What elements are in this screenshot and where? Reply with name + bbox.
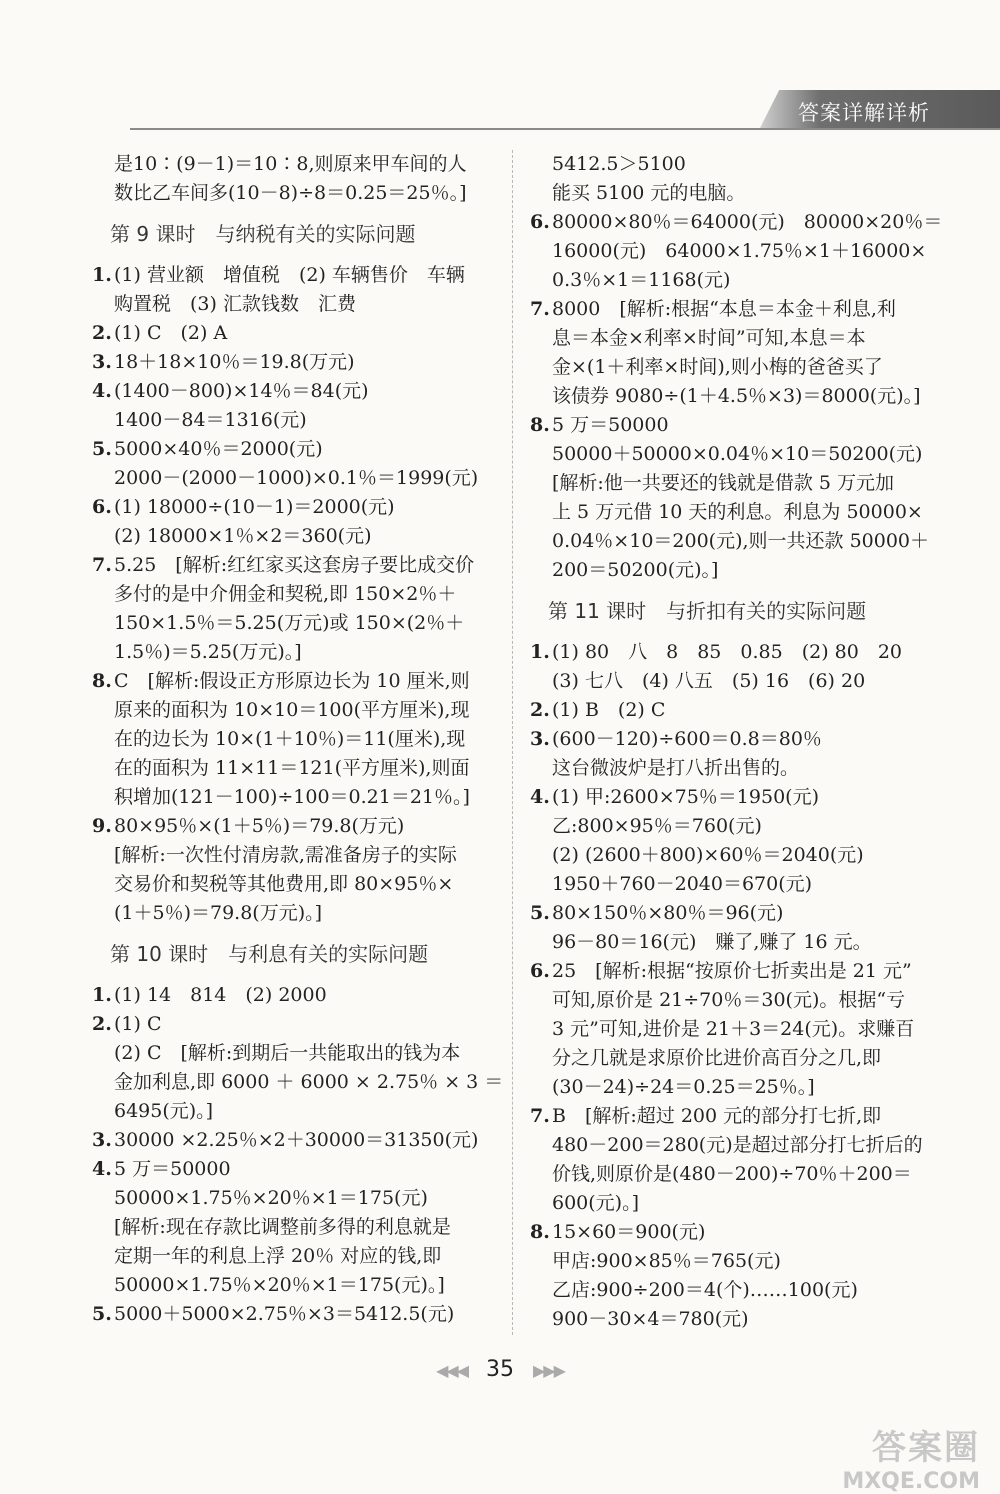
answer-item bbox=[530, 411, 934, 440]
item-text: (600－120)÷600＝0.8＝80％ bbox=[552, 728, 822, 750]
watermark-logo bbox=[842, 1420, 980, 1494]
item-text: (1) 14 814 (2) 2000 bbox=[114, 984, 327, 1006]
answer-line: 能买 5100 元的电脑。 bbox=[552, 182, 746, 204]
item-number: 6. bbox=[92, 496, 112, 518]
answer-line: 200＝50200(元)。] bbox=[552, 559, 719, 581]
answer-item bbox=[530, 696, 934, 725]
item-text: (1400－800)×14％＝84(元) bbox=[114, 380, 369, 402]
item-text: 80×150％×80％＝96(元) bbox=[552, 902, 784, 924]
item-number: 8. bbox=[530, 1221, 550, 1243]
answer-line: (3) 七八 (4) 八五 (5) 16 (6) 20 bbox=[552, 670, 866, 692]
prev-arrows-icon: ◀◀◀ bbox=[436, 1361, 467, 1380]
answer-line: [解析:现在存款比调整前多得的利息就是 bbox=[114, 1216, 451, 1238]
answer-line: 上 5 万元借 10 天的利息。利息为 50000× bbox=[552, 501, 923, 523]
answer-line: 金×(1＋利率×时间),则小梅的爸爸买了 bbox=[552, 356, 883, 378]
item-text: 5 万＝50000 bbox=[114, 1158, 231, 1180]
answer-line: 息＝本金×利率×时间”可知,本息＝本 bbox=[552, 327, 866, 349]
watermark-url: MXQE.COM bbox=[842, 1469, 980, 1494]
item-text: 5000＋5000×2.75％×3＝5412.5(元) bbox=[114, 1303, 455, 1325]
item-number: 6. bbox=[530, 960, 550, 982]
answer-item bbox=[530, 783, 934, 812]
answer-line: 乙店:900÷200＝4(个)……100(元) bbox=[552, 1279, 858, 1301]
answer-line: 在的边长为 10×(1＋10％)＝11(厘米),现 bbox=[114, 728, 466, 750]
item-number: 5. bbox=[92, 1303, 112, 1325]
answer-line: [解析:他一共要还的钱就是借款 5 万元加 bbox=[552, 472, 894, 494]
item-text: 80000×80％＝64000(元) 80000×20％＝ bbox=[552, 211, 943, 233]
answer-item bbox=[92, 1010, 498, 1039]
item-number: 5. bbox=[530, 902, 550, 924]
answer-line: 在的面积为 11×11＝121(平方厘米),则面 bbox=[114, 757, 470, 779]
item-number: 7. bbox=[530, 298, 550, 320]
answer-line: 金加利息,即 6000 ＋ 6000 × 2.75％ × 3 ＝ bbox=[114, 1071, 504, 1093]
answer-line: 900－30×4＝780(元) bbox=[552, 1308, 749, 1330]
answer-line: 3 元”可知,进价是 21＋3＝24(元)。求赚百 bbox=[552, 1018, 915, 1040]
item-text: 18＋18×10％＝19.8(万元) bbox=[114, 351, 355, 373]
answer-item bbox=[530, 1102, 934, 1131]
answer-line: 是10∶(9－1)＝10∶8,则原来甲车间的人 bbox=[114, 153, 467, 175]
item-text: (1) 80 八 8 85 0.85 (2) 80 20 bbox=[552, 641, 903, 663]
answer-line: 积增加(121－100)÷100＝0.21＝21％。] bbox=[114, 786, 470, 808]
answer-item bbox=[92, 1126, 498, 1155]
answer-item bbox=[92, 667, 498, 696]
item-number: 7. bbox=[530, 1105, 550, 1127]
answer-line: [解析:一次性付清房款,需准备房子的实际 bbox=[114, 844, 457, 866]
answer-item bbox=[92, 1300, 498, 1329]
item-text: 25 [解析:根据“按原价七折卖出是 21 元” bbox=[552, 960, 912, 982]
item-text: 30000 ×2.25％×2＋30000＝31350(元) bbox=[114, 1129, 479, 1151]
section-heading: 第 9 课时 与纳税有关的实际问题 bbox=[110, 222, 416, 246]
answer-line: 甲店:900×85％＝765(元) bbox=[552, 1250, 781, 1272]
item-text: 5.25 [解析:红红家买这套房子要比成交价 bbox=[114, 554, 475, 576]
item-number: 3. bbox=[92, 351, 112, 373]
column-divider bbox=[512, 150, 513, 1335]
item-number: 1. bbox=[92, 264, 112, 286]
answer-item bbox=[530, 208, 943, 237]
answer-line: 1400－84＝1316(元) bbox=[114, 409, 307, 431]
answer-line: 购置税 (3) 汇款钱数 汇费 bbox=[114, 293, 356, 315]
answer-line: 这台微波炉是打八折出售的。 bbox=[552, 757, 800, 779]
answer-line: 定期一年的利息上浮 20％ 对应的钱,即 bbox=[114, 1245, 442, 1267]
header-title: 答案详解详析 bbox=[798, 101, 930, 125]
answer-line: (2) 18000×1％×2＝360(元) bbox=[114, 525, 372, 547]
answer-line: 150×1.5％＝5.25(万元)或 150×(2％＋ bbox=[114, 612, 465, 634]
page-footer bbox=[0, 1357, 1000, 1382]
left-column bbox=[92, 150, 504, 1329]
answer-item bbox=[92, 261, 498, 290]
item-number: 7. bbox=[92, 554, 112, 576]
answer-line: 价钱,则原价是(480－200)÷70％＋200＝ bbox=[552, 1163, 912, 1185]
item-text: (1) C bbox=[114, 1013, 162, 1035]
answer-item bbox=[530, 295, 934, 324]
item-text: 15×60＝900(元) bbox=[552, 1221, 706, 1243]
item-text: 5 万＝50000 bbox=[552, 414, 669, 436]
next-arrows-icon: ▶▶▶ bbox=[533, 1361, 564, 1380]
item-text: 8000 [解析:根据“本息＝本金＋利息,利 bbox=[552, 298, 896, 320]
item-number: 8. bbox=[92, 670, 112, 692]
answer-item bbox=[530, 638, 934, 667]
item-text: (1) 营业额 增值税 (2) 车辆售价 车辆 bbox=[114, 264, 465, 286]
answer-item bbox=[92, 435, 498, 464]
answer-item bbox=[92, 812, 498, 841]
item-number: 2. bbox=[92, 1013, 112, 1035]
answer-line: 5412.5＞5100 bbox=[552, 153, 686, 175]
answer-item bbox=[92, 348, 498, 377]
right-column bbox=[530, 150, 943, 1334]
item-text: 80×95％×(1＋5％)＝79.8(万元) bbox=[114, 815, 405, 837]
answer-line: 1.5％)＝5.25(万元)。] bbox=[114, 641, 302, 663]
answer-line: 50000＋50000×0.04％×10＝50200(元) bbox=[552, 443, 923, 465]
answer-line: (1＋5％)＝79.8(万元)。] bbox=[114, 902, 323, 924]
item-number: 4. bbox=[92, 1158, 112, 1180]
answer-line: 乙:800×95％＝760(元) bbox=[552, 815, 762, 837]
answer-line: 该债券 9080÷(1＋4.5％×3)＝8000(元)。] bbox=[552, 385, 921, 407]
answer-line: 50000×1.75％×20％×1＝175(元)。] bbox=[114, 1274, 445, 1296]
item-number: 9. bbox=[92, 815, 112, 837]
answer-line: 数比乙车间多(10－8)÷8＝0.25＝25％。] bbox=[114, 182, 467, 204]
item-text: (1) 18000÷(10－1)＝2000(元) bbox=[114, 496, 395, 518]
answer-item bbox=[92, 1155, 498, 1184]
answer-item bbox=[92, 319, 498, 348]
answer-line: 原来的面积为 10×10＝100(平方厘米),现 bbox=[114, 699, 470, 721]
answer-line: 480－200＝280(元)是超过部分打七折后的 bbox=[552, 1134, 923, 1156]
answer-line: (30－24)÷24＝0.25＝25％。] bbox=[552, 1076, 815, 1098]
answer-line: 多付的是中介佣金和契税,即 150×2％＋ bbox=[114, 583, 457, 605]
answer-item bbox=[92, 493, 498, 522]
item-number: 4. bbox=[92, 380, 112, 402]
item-text: (1) 甲:2600×75％＝1950(元) bbox=[552, 786, 819, 808]
answer-line: 0.04％×10＝200(元),则一共还款 50000＋ bbox=[552, 530, 930, 552]
item-number: 1. bbox=[530, 641, 550, 663]
answer-item bbox=[92, 981, 498, 1010]
answer-item bbox=[530, 899, 934, 928]
answer-item bbox=[92, 377, 498, 406]
section-heading: 第 10 课时 与利息有关的实际问题 bbox=[110, 942, 429, 966]
answer-line: 96－80＝16(元) 赚了,赚了 16 元。 bbox=[552, 931, 872, 953]
watermark-brand: 答案圈 bbox=[872, 1428, 980, 1468]
item-number: 2. bbox=[530, 699, 550, 721]
item-number: 6. bbox=[530, 211, 550, 233]
item-text: (1) B (2) C bbox=[552, 699, 666, 721]
answer-item bbox=[92, 551, 498, 580]
item-number: 3. bbox=[92, 1129, 112, 1151]
answer-line: 分之几就是求原价比进价高百分之几,即 bbox=[552, 1047, 882, 1069]
item-number: 8. bbox=[530, 414, 550, 436]
answer-line: 6495(元)。] bbox=[114, 1100, 214, 1122]
answer-line: (2) (2600＋800)×60％＝2040(元) bbox=[552, 844, 864, 866]
item-text: (1) C (2) A bbox=[114, 322, 228, 344]
answer-line: 2000－(2000－1000)×0.1％＝1999(元) bbox=[114, 467, 479, 489]
answer-line: 交易价和契税等其他费用,即 80×95％× bbox=[114, 873, 454, 895]
item-number: 4. bbox=[530, 786, 550, 808]
item-number: 2. bbox=[92, 322, 112, 344]
answer-line: 16000(元) 64000×1.75％×1＋16000× bbox=[552, 240, 927, 262]
answer-line: 600(元)。] bbox=[552, 1192, 640, 1214]
answer-item bbox=[530, 1218, 934, 1247]
header-rule bbox=[130, 128, 1000, 130]
item-text: B [解析:超过 200 元的部分打七折,即 bbox=[552, 1105, 882, 1127]
item-text: C [解析:假设正方形原边长为 10 厘米,则 bbox=[114, 670, 470, 692]
answer-line: 1950＋760－2040＝670(元) bbox=[552, 873, 813, 895]
item-text: 5000×40％＝2000(元) bbox=[114, 438, 323, 460]
answer-line: 可知,原价是 21÷70％＝30(元)。根据“亏 bbox=[552, 989, 906, 1011]
answer-line: 0.3％×1＝1168(元) bbox=[552, 269, 731, 291]
answer-line: 50000×1.75％×20％×1＝175(元) bbox=[114, 1187, 428, 1209]
answer-item bbox=[530, 957, 934, 986]
page-number: 35 bbox=[486, 1357, 514, 1382]
answer-line: (2) C [解析:到期后一共能取出的钱为本 bbox=[114, 1042, 461, 1064]
item-number: 1. bbox=[92, 984, 112, 1006]
item-number: 5. bbox=[92, 438, 112, 460]
answer-item bbox=[530, 725, 934, 754]
section-heading: 第 11 课时 与折扣有关的实际问题 bbox=[548, 599, 867, 623]
item-number: 3. bbox=[530, 728, 550, 750]
